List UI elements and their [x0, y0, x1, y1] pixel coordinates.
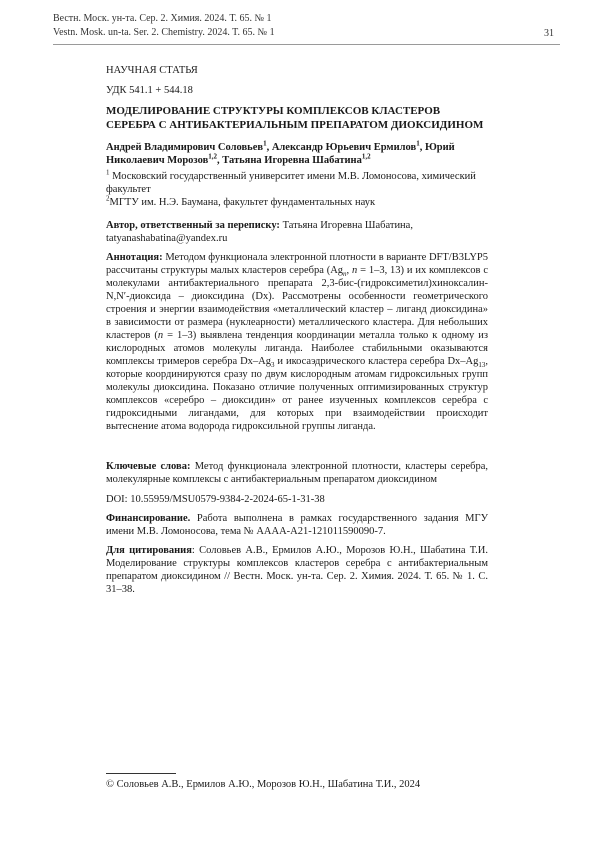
udc-code: УДК 541.1 + 544.18	[106, 85, 193, 96]
citation	[106, 544, 488, 596]
copyright: © Соловьев А.В., Ермилов А.Ю., Морозов Ю.Н., Шабатина Т.И., 2024	[106, 779, 421, 790]
title-line-1: МОДЕЛИРОВАНИЕ СТРУКТУРЫ КОМПЛЕКСОВ КЛАСТЕРОВ	[106, 105, 441, 117]
corresponding-name: Татьяна Игоревна Шабатина,	[282, 220, 413, 231]
affiliation-number: 1	[106, 168, 110, 177]
corresponding-email: tatyanashabatina@yandex.ru	[106, 233, 228, 244]
funding-label: Финансирование.	[106, 513, 191, 524]
affiliation-text: МГТУ им. Н.Э. Баумана, факультет фундаментальных наук	[109, 197, 376, 208]
affiliations	[106, 170, 488, 209]
author-name: Татьяна Игоревна Шабатина	[222, 155, 362, 166]
author-name: Александр Юрьевич Ермилов	[271, 142, 417, 153]
keywords	[106, 460, 488, 486]
footnote-divider	[106, 773, 176, 774]
authors-list: Андрей Владимирович Соловьев$^1$, Александр Юрьевич Ермилов$^1$, Юрий Николаевич Морозов$^{1,2}$, Татьяна Игоревна Шабатина$^{1,2}$	[106, 139, 455, 166]
abstract-label: Аннотация:	[106, 252, 163, 263]
author-affiliation: 1,2	[361, 152, 371, 161]
citation-label: Для цитирования	[106, 545, 192, 556]
doi: DOI: 10.55959/MSU0579-9384-2-2024-65-1-31-38	[106, 494, 325, 505]
author-affiliation: 1	[416, 139, 420, 148]
affiliation-text: Московский государственный университет имени М.В. Ломоносова, химический факультет	[106, 171, 476, 195]
affiliation-item	[106, 170, 488, 196]
abstract: Аннотация: Методом функционала электронной плотности в варианте DFT/B3LYP5 рассчитаны структуры малых кластеров серебра ($Ag_n$, n = 1–3, 13) и их комплексов с молекулами антибактериального препарата 2,3-бис-(гидроксиметил)хиноксалин-N,N′-диоксида – диоксидина (Dx). Рассмотрены особенности геометрического строения и энергии взаимодействия «металлический кластер – лиганд диоксидина» в зависимости от размера (нуклеарности) металлического кластера. Для небольших кластеров (n = 1–3) выявлена тенденция координации металла только к одному из кислородных атомов молекулы лиганда. Наиболее стабильными оказываются комплексы тримеров серебра $Dx-Ag_3$ и икосаэдрического кластера серебра $Dx-Ag_{13}$, которые координируются сразу по двум кислородным атомам гидроксильных групп молекулы диоксидина. Показано отличие полученных оптимизированных структур комплексов «серебро – диоксидин» от ранее изученных комплексов серебра с гидроксидными лигандами, для которых при взаимодействии происходит вытеснение атома водорода гидроксильной группы лиганда.	[106, 252, 489, 432]
article-type: НАУЧНАЯ СТАТЬЯ	[106, 65, 198, 76]
journal-header-en: Vestn. Mosk. un-ta. Ser. 2. Chemistry. 2024. T. 65. № 1	[53, 27, 275, 38]
funding-text: Работа выполнена в рамках государственного задания МГУ имени М.В. Ломоносова, тема № АААА-А21-121011590090-7.	[106, 513, 488, 537]
journal-header-ru: Вестн. Моск. ун-та. Сер. 2. Химия. 2024. Т. 65. № 1	[53, 13, 272, 24]
affiliation-item	[106, 196, 488, 209]
corresponding-label: Автор, ответственный за переписку:	[106, 220, 280, 231]
author-affiliation: 1,2	[208, 152, 217, 161]
author-name: Юрий Николаевич Морозов	[106, 142, 455, 166]
funding	[106, 512, 488, 538]
article-title	[106, 104, 488, 132]
keywords-text: Метод функционала электронной плотности, кластеры серебра, молекулярные комплексы с антибактериальным препаратом диоксидином	[106, 461, 489, 485]
page-number: 31	[544, 28, 554, 39]
corresponding-author	[106, 219, 488, 245]
title-line-2: СЕРЕБРА С АНТИБАКТЕРИАЛЬНЫМ ПРЕПАРАТОМ ДИОКСИДИНОМ	[106, 119, 484, 131]
affiliation-number: 2	[106, 194, 110, 203]
header-divider	[53, 44, 560, 45]
author-affiliation: 1	[263, 139, 267, 148]
author-name: Андрей Владимирович Соловьев	[106, 142, 264, 153]
keywords-label: Ключевые слова:	[106, 461, 191, 472]
citation-text: : Соловьев А.В., Ермилов А.Ю., Морозов Ю.Н., Шабатина Т.И. Моделирование структуры комплексов кластеров серебра с антибактериальным препаратом диоксидином // Вестн. Моск. ун-та. Сер. 2. Химия. 2024. Т. 65. № 1. С. 31–38.	[106, 545, 488, 595]
running-header	[53, 12, 275, 40]
